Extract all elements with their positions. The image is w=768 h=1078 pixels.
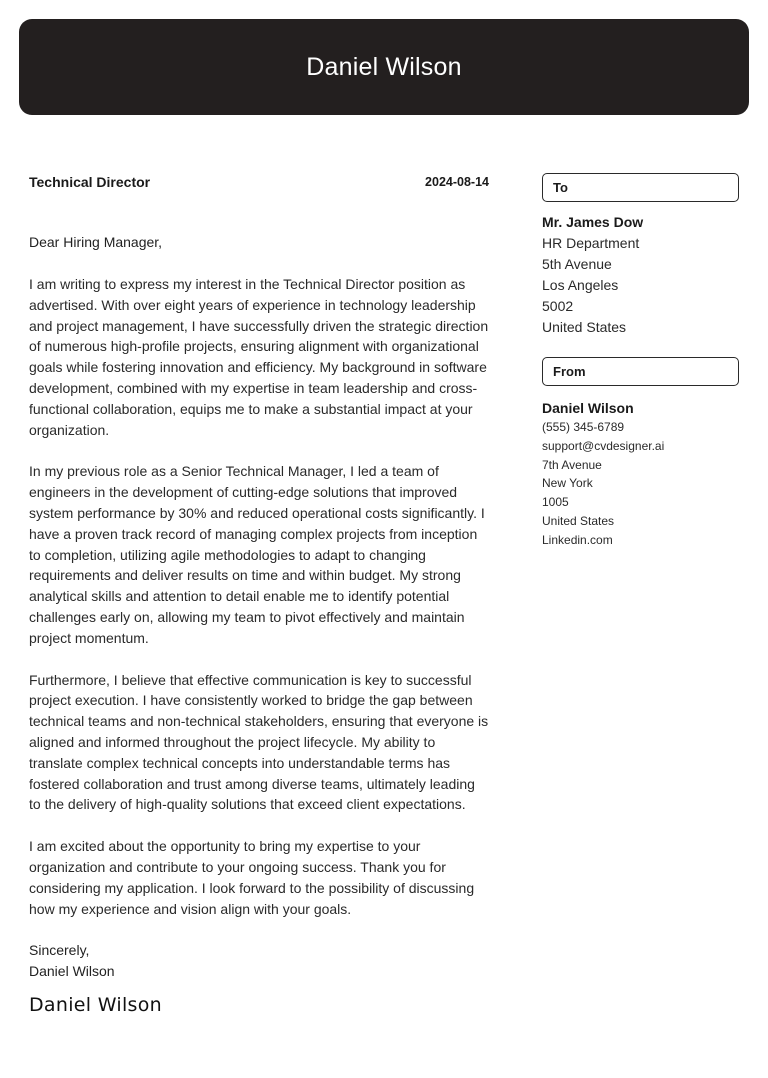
recipient-department: HR Department bbox=[542, 235, 640, 251]
recipient-name: Mr. James Dow bbox=[542, 214, 644, 230]
closing-phrase: Sincerely, bbox=[29, 942, 90, 959]
recipient-street: 5th Avenue bbox=[542, 256, 612, 272]
sender-country: United States bbox=[542, 513, 615, 528]
recipient-city: Los Angeles bbox=[542, 277, 619, 293]
paragraph-2: In my previous role as a Senior Technical Manager, I led a team of engineers in the development of cutting-edge solutions that improved system performance by 30% and reduced operational costs significantly. I have a proven track record of managing complex projects from inception to completion, utilizing agile methodologies to adapt to changing requirements and deliver results on time and within budget. My strong analytical skills and attention to detail enable me to identify potential challenges early on, allowing my team to pivot effectively and maintain project momentum. bbox=[29, 463, 485, 646]
sender-zip: 1005 bbox=[542, 495, 569, 510]
header-banner bbox=[19, 19, 749, 115]
sender-name: Daniel Wilson bbox=[542, 400, 634, 416]
sidebar bbox=[542, 173, 739, 550]
to-label: To bbox=[553, 180, 568, 195]
recipient-country: United States bbox=[542, 319, 627, 335]
signature: Daniel Wilson bbox=[29, 994, 162, 1017]
sender-phone: (555) 345-6789 bbox=[542, 420, 625, 434]
from-label-box bbox=[542, 357, 739, 386]
from-label: From bbox=[553, 364, 586, 379]
recipient-zip: 5002 bbox=[542, 298, 574, 314]
paragraph-4: I am excited about the opportunity to bring my expertise to your organization and contribute to your ongoing success. Thank you for considering my application. I look forward to the possibility of discussing how my experience and vision align with your goals. bbox=[29, 838, 475, 917]
job-title: Technical Director bbox=[29, 174, 151, 190]
letter-body bbox=[29, 170, 489, 1016]
letter-date: 2024-08-14 bbox=[425, 175, 489, 189]
sender-email: support@cvdesigner.ai bbox=[542, 438, 665, 453]
applicant-name: Daniel Wilson bbox=[306, 52, 462, 81]
paragraph-1: I am writing to express my interest in the Technical Director position as advertised. With over eight years of experience in technology leadership and project management, I have successfully driven the strategic direction of numerous high-profile projects, ensuring alignment with organizational goals while fostering innovation and efficiency. My background in software development, combined with my expertise in team leadership and cross-functional collaboration, equips me to make a substantial impact at your organization. bbox=[29, 276, 489, 438]
closing-name: Daniel Wilson bbox=[29, 963, 115, 980]
closing-block bbox=[29, 940, 489, 982]
sender-block bbox=[542, 398, 739, 550]
to-label-box bbox=[542, 173, 739, 202]
title-row bbox=[29, 170, 489, 194]
sender-city: New York bbox=[542, 476, 593, 491]
salutation: Dear Hiring Manager, bbox=[29, 234, 163, 250]
sender-street: 7th Avenue bbox=[542, 457, 602, 472]
sender-website: Linkedin.com bbox=[542, 532, 613, 547]
paragraph-3: Furthermore, I believe that effective communication is key to successful project execution. I have consistently worked to bridge the gap between technical teams and non-technical stakeholders, ensuring that everyone is aligned and informed throughout the project lifecycle. My ability to translate complex technical concepts into understandable terms has fostered collaboration and trust among diverse teams, ultimately leading to the delivery of high-quality solutions that exceed client expectations. bbox=[29, 671, 489, 813]
recipient-block bbox=[542, 212, 739, 338]
